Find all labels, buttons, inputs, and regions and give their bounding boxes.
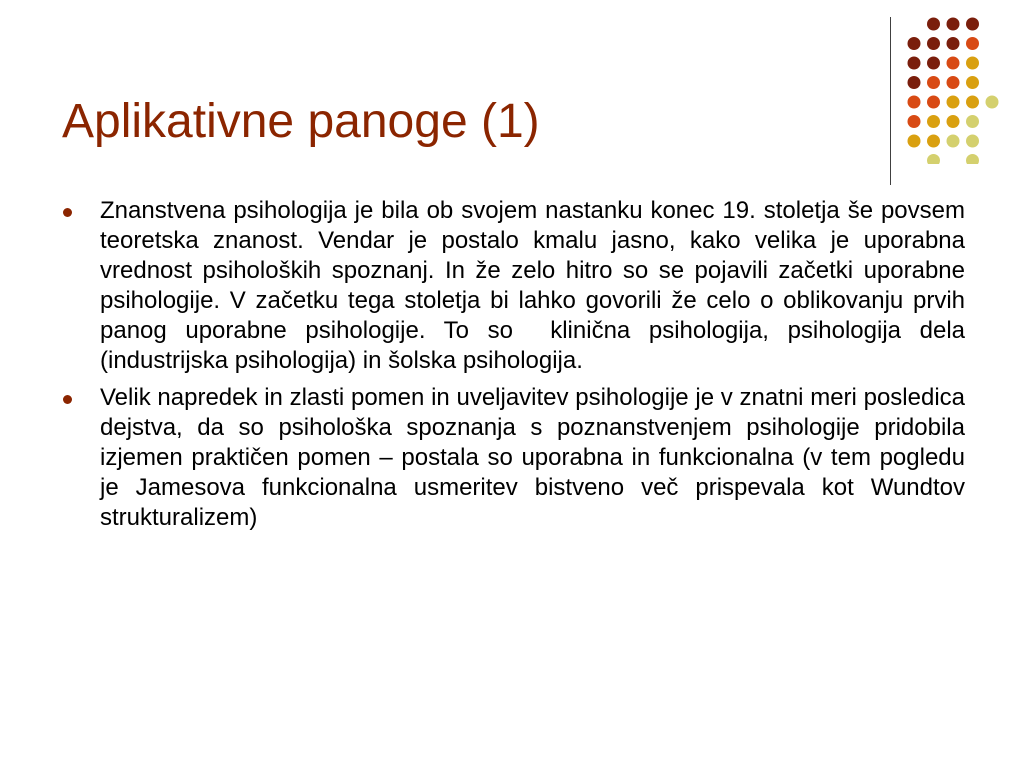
decorative-dot: [908, 96, 921, 109]
decorative-dot: [966, 57, 979, 70]
slide-body: [62, 196, 972, 540]
decorative-dot: [947, 37, 960, 50]
decorative-dot: [966, 76, 979, 89]
decorative-dot: [927, 96, 940, 109]
decorative-dot: [947, 76, 960, 89]
decorative-dot: [908, 76, 921, 89]
slide-title: Aplikativne panoge (1): [62, 95, 540, 148]
decorative-dot: [947, 18, 960, 31]
decorative-dot: [966, 18, 979, 31]
decorative-dot: [966, 135, 979, 148]
bullet-text: Velik napredek in zlasti pomen in uveljavitev psihologije je v znatni meri posledica dejstva, da so psihološka spoznanja s poznanstvenjem psihologije pridobila izjemen praktičen pomen – postala so uporabna in funkcionalna (v tem pogledu je Jamesova funkcionalna usmeritev bistveno več prispevala kot Wundtov strukturalizem): [100, 384, 972, 531]
decorative-dot: [927, 57, 940, 70]
decorative-dot: [986, 96, 999, 109]
decorative-dot: [908, 57, 921, 70]
decorative-dot: [927, 76, 940, 89]
vertical-divider: [890, 17, 891, 185]
decorative-dot: [927, 115, 940, 128]
decorative-dot: [966, 115, 979, 128]
bullet-dot-icon: [63, 395, 72, 404]
decorative-dot: [927, 154, 940, 164]
bullet-item-1: [62, 196, 972, 376]
decorative-dot: [908, 135, 921, 148]
decorative-dot: [966, 37, 979, 50]
decorative-dot: [908, 115, 921, 128]
decorative-dot: [947, 135, 960, 148]
decorative-dot: [966, 154, 979, 164]
decorative-dot: [908, 37, 921, 50]
decorative-dot: [947, 57, 960, 70]
decorative-dot: [947, 96, 960, 109]
decorative-dot: [927, 18, 940, 31]
bullet-text: Znanstvena psihologija je bila ob svojem nastanku konec 19. stoletja še povsem teoretska znanost. Vendar je postalo kmalu jasno, kako velika je uporabna vrednost psiholoških spoznanj. In že zelo hitro so se pojavili začetki uporabne psihologije. V začetku tega stoletja bi lahko govorili že celo o oblikovanju prvih panog uporabne psihologije. To so klinična psihologija, psihologija dela (industrijska psihologija) in šolska psihologija.: [100, 197, 972, 374]
decorative-dot: [927, 37, 940, 50]
bullet-item-2: [62, 383, 972, 533]
decorative-dot: [927, 135, 940, 148]
decorative-dot: [947, 115, 960, 128]
decorative-dot-grid: [900, 14, 1010, 164]
decorative-dot: [966, 96, 979, 109]
bullet-dot-icon: [63, 208, 72, 217]
